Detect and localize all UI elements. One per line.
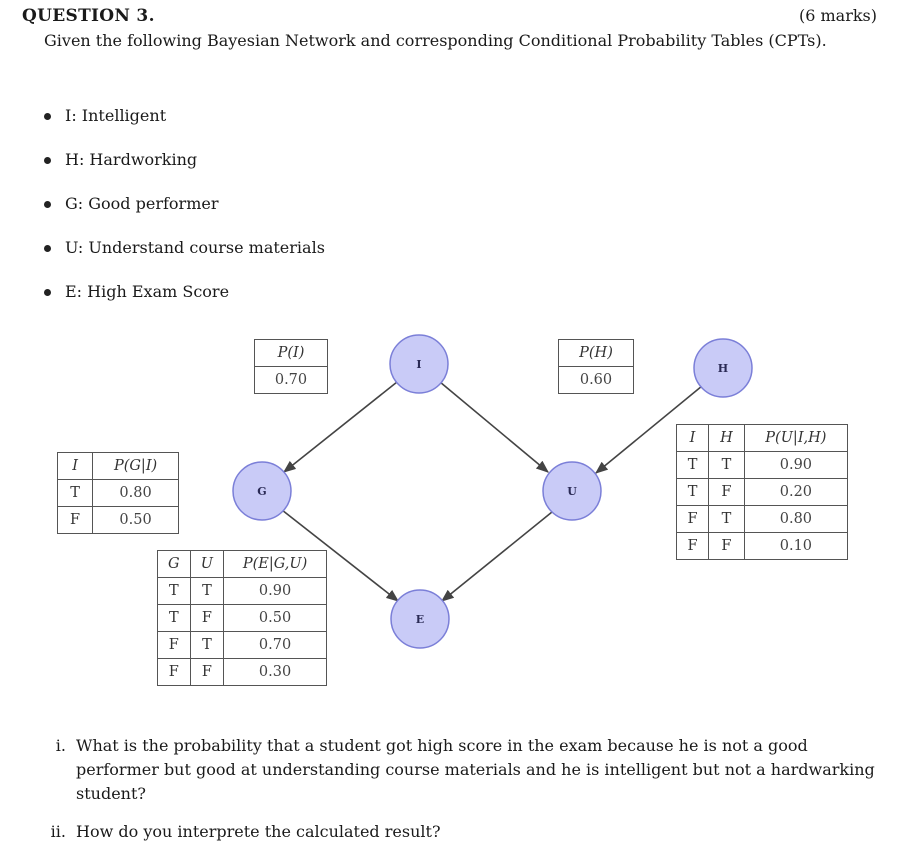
sub-question-text: What is the probability that a student got high score in the exam because he is not a good performer but good at understanding course materials and he is intelligent but not a hardwarking student?	[76, 736, 875, 803]
cpt-cell: T	[677, 452, 709, 479]
question-marks: (6 marks)	[798, 6, 877, 25]
cpt-h-value: 0.60	[559, 367, 634, 394]
cpt-e-header-p: P(E|G,U)	[224, 551, 327, 578]
cpt-cell: F	[677, 506, 709, 533]
cpt-cell: 0.80	[93, 480, 179, 507]
cpt-cell: 0.50	[224, 605, 327, 632]
cpt-h-table	[558, 339, 634, 394]
cpt-cell: F	[58, 507, 93, 534]
table-row	[58, 480, 179, 507]
node-h	[694, 339, 752, 397]
table-row	[677, 479, 848, 506]
edge-u-e	[442, 512, 552, 601]
cpt-cell: F	[677, 533, 709, 560]
cpt-e-header-g: G	[158, 551, 191, 578]
cpt-e-header-u: U	[190, 551, 224, 578]
cpt-cell: T	[709, 452, 745, 479]
sub-questions	[30, 734, 880, 844]
node-h-label: H	[717, 362, 729, 375]
cpt-cell: 0.10	[744, 533, 847, 560]
cpt-cell: 0.70	[224, 632, 327, 659]
table-row	[158, 578, 327, 605]
cpt-i-table	[254, 339, 328, 394]
cpt-cell: 0.90	[744, 452, 847, 479]
cpt-cell: T	[677, 479, 709, 506]
cpt-cell: 0.20	[744, 479, 847, 506]
edge-i-u	[440, 382, 548, 472]
cpt-g-header-p: P(G|I)	[93, 453, 179, 480]
cpt-cell: F	[709, 533, 745, 560]
cpt-cell: T	[158, 605, 191, 632]
sub-question-number: ii.	[50, 822, 66, 841]
node-e-label: E	[415, 613, 425, 626]
cpt-cell: T	[158, 578, 191, 605]
table-row	[158, 659, 327, 686]
edge-i-g	[284, 382, 397, 472]
cpt-cell: T	[709, 506, 745, 533]
question-intro: Given the following Bayesian Network and corresponding Conditional Probability Tables (CPTs).	[44, 31, 827, 50]
node-u	[543, 462, 601, 520]
cpt-u-table	[676, 424, 848, 560]
node-u-label: U	[567, 485, 577, 498]
cpt-u-header-i: I	[677, 425, 709, 452]
table-row	[677, 506, 848, 533]
table-row	[158, 632, 327, 659]
sub-question	[30, 734, 880, 806]
node-e	[391, 590, 449, 648]
cpt-cell: F	[190, 605, 224, 632]
variable-label: H: Hardworking	[65, 150, 198, 169]
cpt-i-header: P(I)	[255, 340, 328, 367]
cpt-cell: 0.90	[224, 578, 327, 605]
cpt-cell: T	[190, 578, 224, 605]
variable-label: I: Intelligent	[65, 106, 167, 125]
cpt-cell: T	[190, 632, 224, 659]
cpt-i-value: 0.70	[255, 367, 328, 394]
cpt-g-table	[57, 452, 179, 534]
cpt-cell: F	[158, 659, 191, 686]
cpt-cell: F	[190, 659, 224, 686]
node-i-label: I	[416, 358, 422, 371]
cpt-h-header: P(H)	[559, 340, 634, 367]
table-row	[158, 605, 327, 632]
cpt-u-header-p: P(U|I,H)	[744, 425, 847, 452]
cpt-cell: F	[709, 479, 745, 506]
cpt-cell: T	[58, 480, 93, 507]
node-i	[390, 335, 448, 393]
table-row	[677, 452, 848, 479]
cpt-u-header-h: H	[709, 425, 745, 452]
cpt-cell: 0.30	[224, 659, 327, 686]
sub-question-text: How do you interprete the calculated result?	[76, 822, 441, 841]
cpt-cell: 0.80	[744, 506, 847, 533]
cpt-cell: 0.50	[93, 507, 179, 534]
variable-label: U: Understand course materials	[65, 238, 325, 257]
sub-question	[30, 820, 880, 844]
variable-label: E: High Exam Score	[65, 282, 230, 301]
node-g	[233, 462, 291, 520]
variable-label: G: Good performer	[65, 194, 219, 213]
sub-question-number: i.	[55, 736, 66, 755]
question-title: QUESTION 3.	[22, 6, 155, 26]
table-row	[677, 533, 848, 560]
cpt-cell: F	[158, 632, 191, 659]
table-row	[58, 507, 179, 534]
cpt-e-table	[157, 550, 327, 686]
node-g-label: G	[257, 485, 267, 498]
cpt-g-header-i: I	[58, 453, 93, 480]
